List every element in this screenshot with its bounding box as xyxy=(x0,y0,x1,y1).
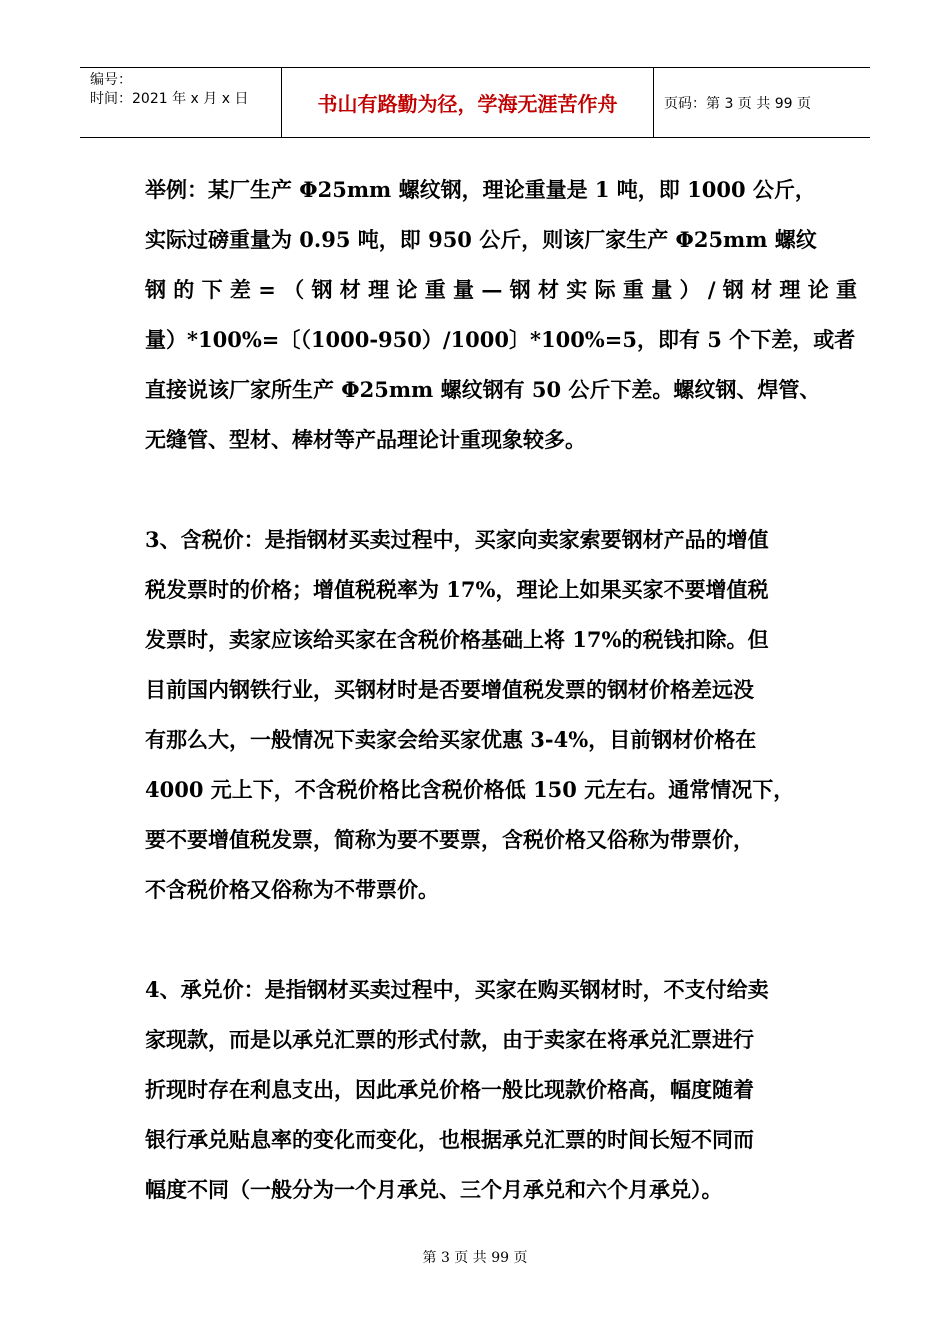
document-number-label: 编号： xyxy=(90,72,132,88)
paragraph-example xyxy=(145,165,858,465)
text-line: 4、承兑价：是指钢材买卖过程中，买家在购买钢材时，不支付给卖 xyxy=(145,977,769,1002)
text-line: 4000 元上下，不含税价格比含税价格低 150 元左右。通常情况下， xyxy=(145,777,795,802)
text-line: 3、含税价：是指钢材买卖过程中，买家向卖家索要钢材产品的增值 xyxy=(145,527,769,552)
text-line: 要不要增值税发票，简称为要不要票，含税价格又俗称为带票价， xyxy=(145,827,754,852)
text-line: 目前国内钢铁行业，买钢材时是否要增值税发票的钢材价格差远没 xyxy=(145,677,754,702)
header-motto: 书山有路勤为径，学海无涯苦作舟 xyxy=(282,68,654,137)
text-line: 钢 的 下 差 = （ 钢 材 理 论 重 量 — 钢 材 实 际 重 量 ） / 钢 材 理 论 重 xyxy=(145,277,858,302)
paragraph-acceptance-price xyxy=(145,965,825,1215)
text-line: 无缝管、型材、棒材等产品理论计重现象较多。 xyxy=(145,427,586,452)
text-line: 幅度不同（一般分为一个月承兑、三个月承兑和六个月承兑）。 xyxy=(145,1177,723,1202)
text-line: 实际过磅重量为 0.95 吨，即 950 公斤，则该厂家生产 Φ25mm 螺纹 xyxy=(145,227,817,252)
text-line: 直接说该厂家所生产 Φ25mm 螺纹钢有 50 公斤下差。螺纹钢、焊管、 xyxy=(145,377,821,402)
text-line: 量）*100%=〔（1000-950）/1000〕*100%=5，即有 5 个下差，或者 xyxy=(145,327,856,352)
text-line: 税发票时的价格；增值税税率为 17%，理论上如果买家不要增值税 xyxy=(145,577,769,602)
document-date-label: 时间：2021 年 x 月 x 日 xyxy=(90,91,249,107)
text-line: 不含税价格又俗称为不带票价。 xyxy=(145,877,439,902)
page-footer: 第 3 页 共 99 页 xyxy=(422,1250,528,1266)
text-line: 发票时，卖家应该给买家在含税价格基础上将 17%的税钱扣除。但 xyxy=(145,627,769,652)
text-line: 家现款，而是以承兑汇票的形式付款，由于卖家在将承兑汇票进行 xyxy=(145,1027,754,1052)
text-line: 折现时存在利息支出，因此承兑价格一般比现款价格高，幅度随着 xyxy=(145,1077,754,1102)
document-body xyxy=(145,165,858,1215)
page-header xyxy=(80,67,870,138)
paragraph-tax-inclusive-price xyxy=(145,515,825,915)
text-line: 有那么大，一般情况下卖家会给买家优惠 3-4%，目前钢材价格在 xyxy=(145,727,757,752)
header-page-info: 页码：第 3 页 共 99 页 xyxy=(664,95,811,112)
text-line: 银行承兑贴息率的变化而变化，也根据承兑汇票的时间长短不同而 xyxy=(145,1127,754,1152)
text-line: 举例：某厂生产 Φ25mm 螺纹钢，理论重量是 1 吨，即 1000 公斤， xyxy=(145,177,816,202)
header-meta-cell xyxy=(80,68,282,137)
